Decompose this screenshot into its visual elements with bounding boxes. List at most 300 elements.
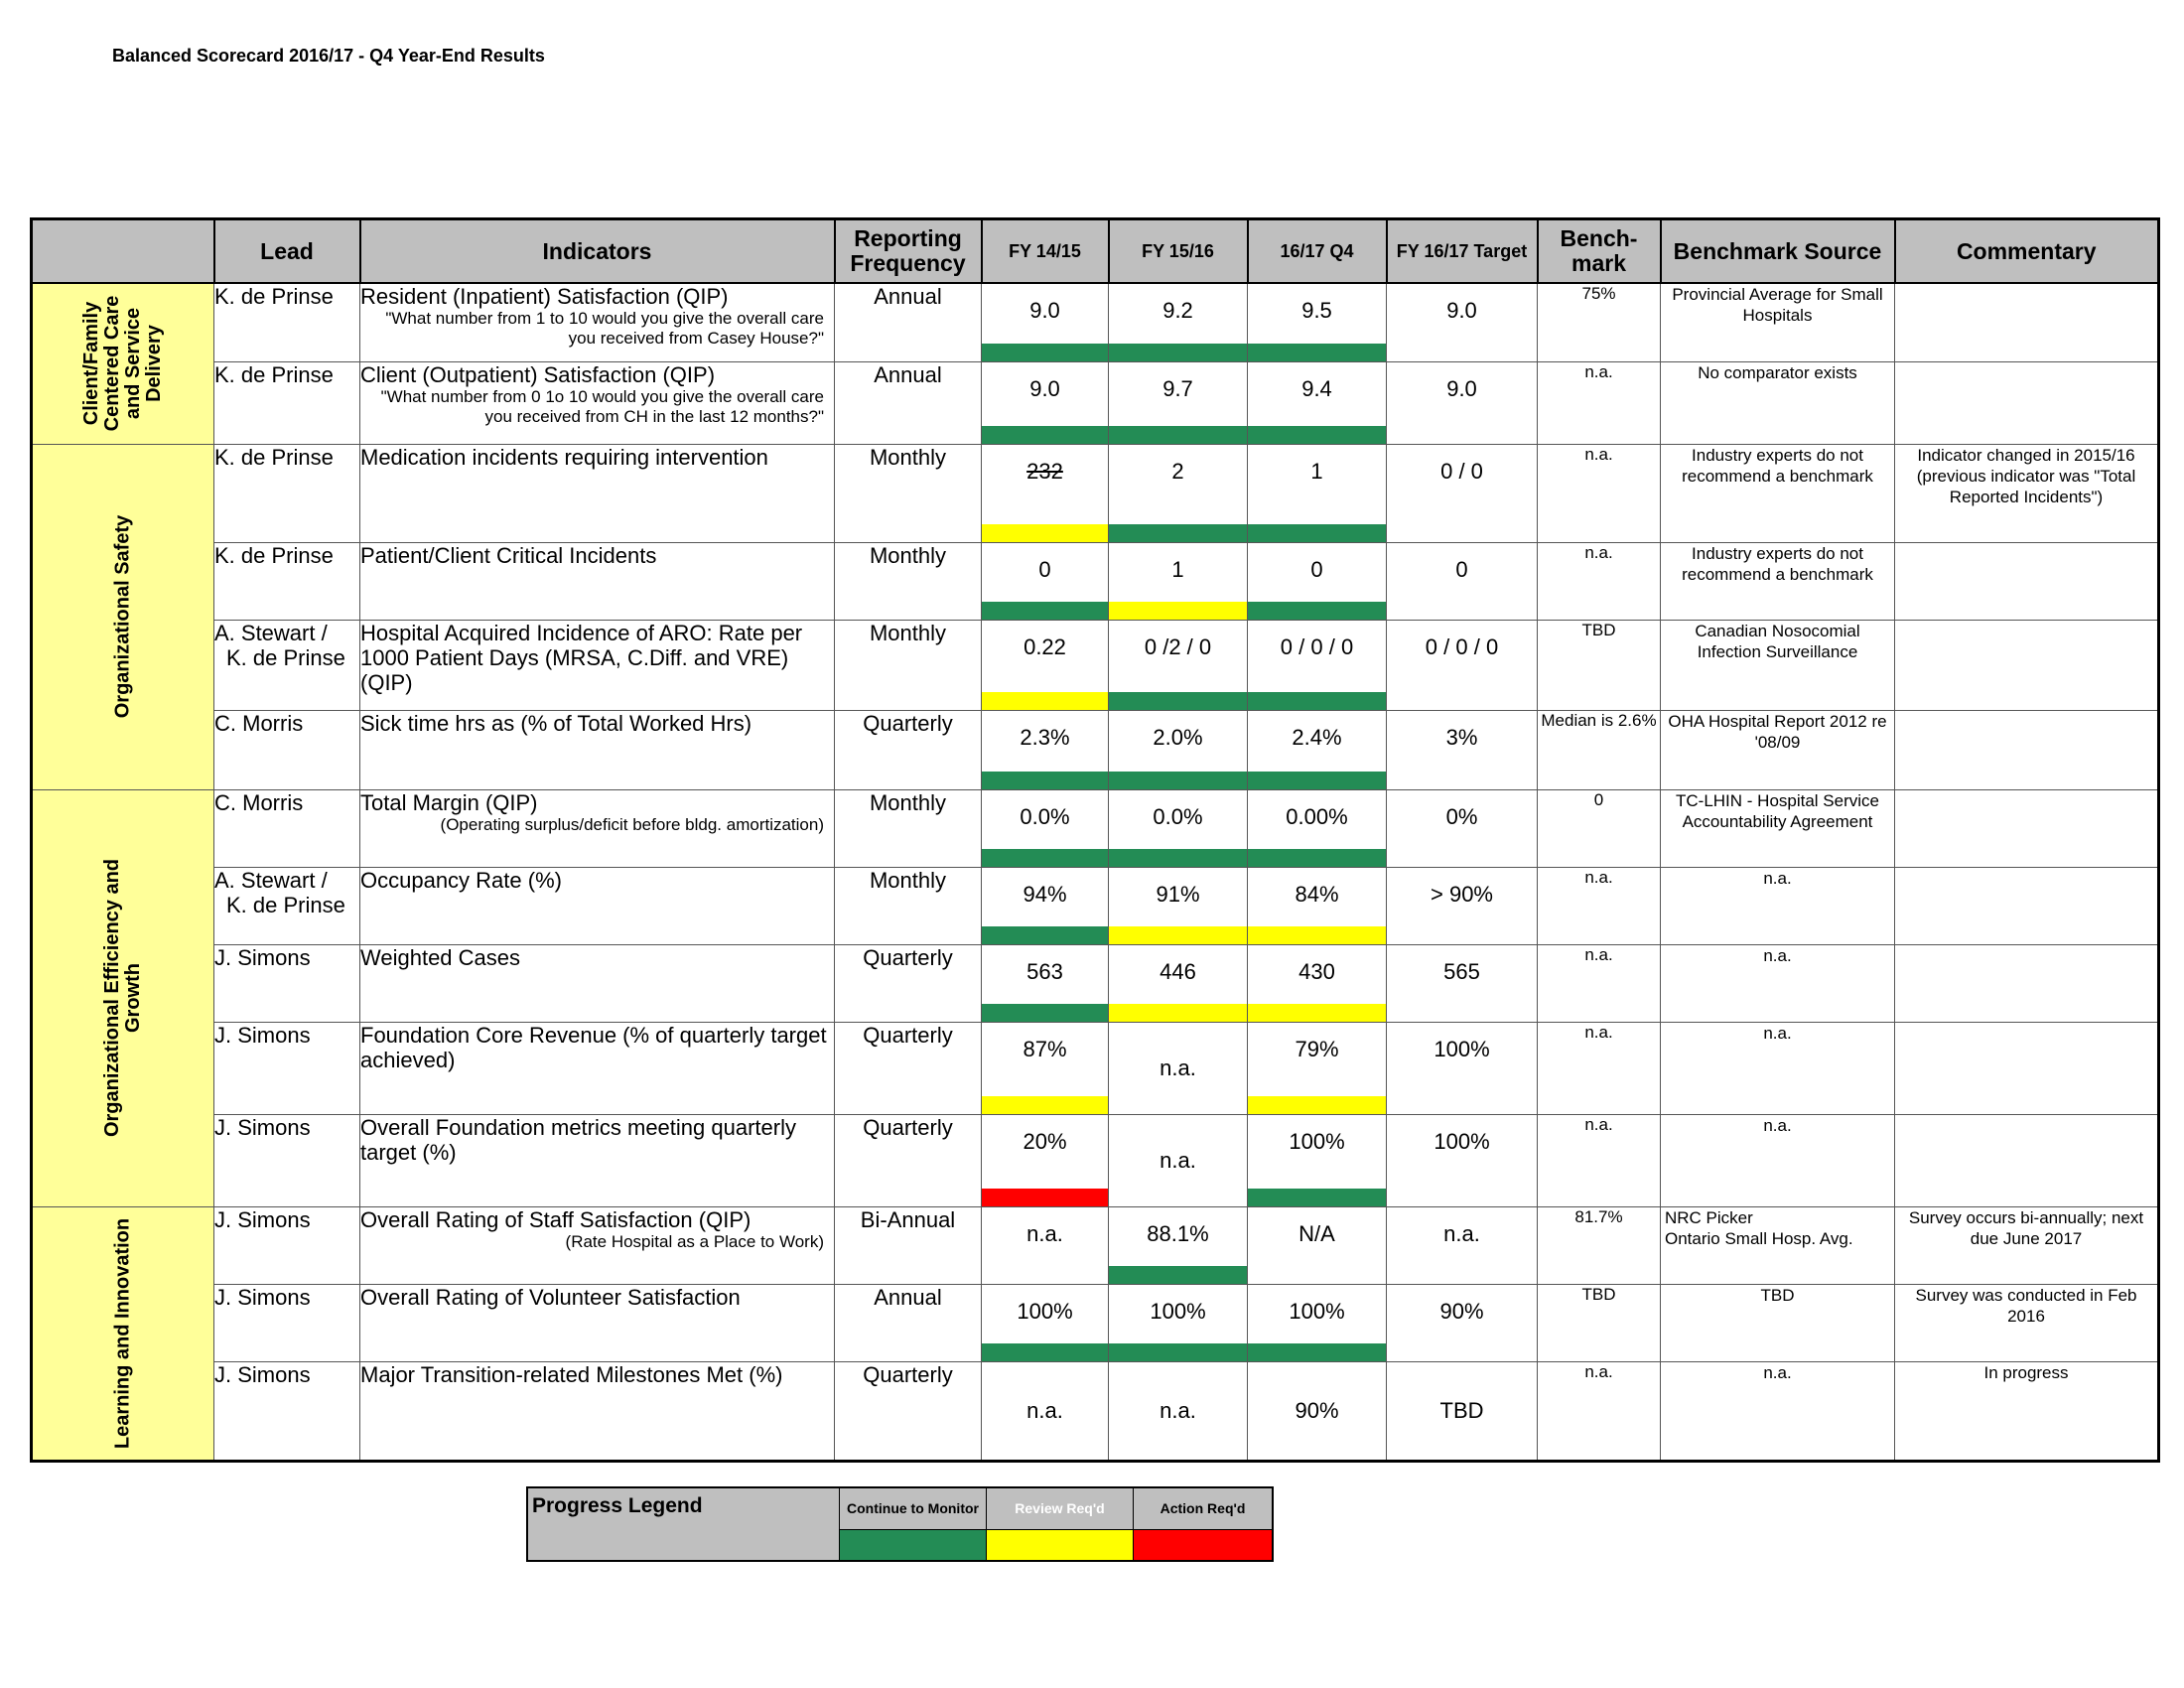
lead-name: C. Morris (214, 710, 304, 736)
benchmark-source-cell: No comparator exists (1661, 361, 1895, 444)
benchmark-cell: TBD (1538, 1284, 1661, 1361)
status-bar-green (1109, 344, 1247, 361)
status-bar-green (1248, 849, 1386, 867)
table-row (32, 867, 2159, 944)
value-fy1415: 94% (1023, 881, 1067, 907)
indicator-name: Medication incidents requiring intervention (360, 444, 768, 470)
value-fy1516: n.a. (1160, 1055, 1196, 1080)
lead-cell (214, 789, 360, 867)
lead-cell (214, 710, 360, 789)
legend-red-swatch (1134, 1529, 1274, 1561)
value-fy1516: 446 (1160, 958, 1196, 984)
indicator-name: Weighted Cases (360, 944, 521, 970)
value-cell-fy1415 (982, 1114, 1109, 1206)
lead-name: K. de Prinse (214, 284, 334, 309)
lead-name: C. Morris (214, 789, 304, 815)
header-target: FY 16/17 Target (1387, 219, 1538, 284)
commentary-cell (1895, 789, 2159, 867)
benchmark-source-cell: n.a. (1661, 867, 1895, 944)
legend-title: Progress Legend (527, 1487, 840, 1561)
status-bar-green (1109, 1266, 1247, 1284)
status-bar-yellow (982, 1096, 1108, 1114)
benchmark-source-cell: OHA Hospital Report 2012 re '08/09 (1661, 710, 1895, 789)
value-q4: 2.4% (1292, 724, 1342, 750)
value-target: 3% (1445, 724, 1478, 750)
lead-name: A. Stewart / (214, 620, 328, 645)
lead-name: K. de Prinse (214, 542, 334, 568)
value-cell-fy1415 (982, 1361, 1109, 1461)
value-fy1516: 0 /2 / 0 (1144, 633, 1212, 659)
value-cell-target (1387, 283, 1538, 361)
status-bar-green (1248, 524, 1386, 542)
status-bar-green (982, 772, 1108, 789)
value-cell-fy1415 (982, 1206, 1109, 1284)
value-fy1415: n.a. (1026, 1220, 1063, 1246)
section-label-cell (32, 1206, 214, 1461)
indicator-name: Overall Rating of Staff Satisfaction (QIP) (360, 1206, 751, 1232)
status-bar-yellow (1109, 926, 1247, 944)
status-bar-green (1248, 1343, 1386, 1361)
value-cell-q4 (1248, 867, 1387, 944)
benchmark-source-cell: n.a. (1661, 1022, 1895, 1114)
indicator-description: "What number from 1 to 10 would you give the overall care you received from Casey House?" (385, 309, 824, 348)
benchmark-cell: n.a. (1538, 542, 1661, 620)
status-bar-green (1109, 524, 1247, 542)
table-row (32, 1284, 2159, 1361)
value-target: 0 / 0 (1440, 458, 1483, 484)
status-bar-green (1248, 344, 1386, 361)
commentary-cell: Survey occurs bi-annually; next due June 2017 (1895, 1206, 2159, 1284)
table-row (32, 620, 2159, 710)
value-cell-q4 (1248, 444, 1387, 542)
value-cell-fy1516 (1109, 1114, 1248, 1206)
value-cell-target (1387, 944, 1538, 1022)
value-target: 0 (1455, 556, 1468, 582)
lead-cell (214, 1361, 360, 1461)
value-q4: 9.5 (1301, 298, 1332, 323)
lead-name: A. Stewart / (214, 867, 328, 893)
status-bar-green (982, 1343, 1108, 1361)
status-bar-green (982, 849, 1108, 867)
value-cell-target (1387, 620, 1538, 710)
value-q4: 0 (1310, 556, 1323, 582)
value-cell-fy1516 (1109, 710, 1248, 789)
indicator-name: Overall Rating of Volunteer Satisfaction (360, 1284, 741, 1310)
benchmark-source-cell: Industry experts do not recommend a benchmark (1661, 542, 1895, 620)
indicator-cell (360, 444, 835, 542)
value-cell-fy1415 (982, 361, 1109, 444)
indicator-name: Total Margin (QIP) (360, 789, 538, 815)
header-benchmark-source: Benchmark Source (1661, 219, 1895, 284)
legend-green-swatch (840, 1529, 987, 1561)
indicator-cell (360, 1206, 835, 1284)
lead-cell (214, 444, 360, 542)
value-cell-fy1516 (1109, 867, 1248, 944)
status-bar-green (1109, 1343, 1247, 1361)
value-fy1415: 0.0% (1020, 803, 1070, 829)
value-fy1415: 563 (1026, 958, 1063, 984)
frequency-cell: Annual (835, 283, 982, 361)
benchmark-cell: n.a. (1538, 444, 1661, 542)
commentary-cell (1895, 542, 2159, 620)
value-fy1516: 91% (1156, 881, 1200, 907)
benchmark-cell: 75% (1538, 283, 1661, 361)
lead-cell (214, 361, 360, 444)
value-fy1415: 9.0 (1029, 298, 1060, 323)
value-cell-fy1415 (982, 867, 1109, 944)
indicator-cell (360, 867, 835, 944)
indicator-cell (360, 620, 835, 710)
value-cell-fy1415 (982, 444, 1109, 542)
value-cell-fy1516 (1109, 1206, 1248, 1284)
section-label: Organizational Safety (111, 514, 134, 719)
header-row (32, 219, 2159, 284)
header-reporting-frequency: Reporting Frequency (835, 219, 982, 284)
frequency-cell: Quarterly (835, 1022, 982, 1114)
commentary-cell: Survey was conducted in Feb 2016 (1895, 1284, 2159, 1361)
lead-name: J. Simons (214, 1114, 311, 1140)
value-q4: 100% (1289, 1128, 1345, 1154)
indicator-cell (360, 1114, 835, 1206)
value-target: 0% (1445, 803, 1478, 829)
value-fy1516: n.a. (1160, 1397, 1196, 1423)
table-row (32, 944, 2159, 1022)
frequency-cell: Monthly (835, 542, 982, 620)
indicator-name: Patient/Client Critical Incidents (360, 542, 657, 568)
value-target: 0 / 0 / 0 (1425, 633, 1499, 659)
commentary-cell (1895, 944, 2159, 1022)
indicator-name: Foundation Core Revenue (% of quarterly target achieved) (360, 1022, 827, 1072)
value-cell-target (1387, 1206, 1538, 1284)
value-cell-fy1516 (1109, 944, 1248, 1022)
commentary-cell (1895, 620, 2159, 710)
status-bar-green (982, 426, 1108, 444)
lead-cell (214, 620, 360, 710)
indicator-cell (360, 1022, 835, 1114)
lead-cell (214, 867, 360, 944)
indicator-name: Sick time hrs as (% of Total Worked Hrs) (360, 710, 752, 736)
value-target: 565 (1443, 958, 1480, 984)
lead-name: J. Simons (214, 1206, 311, 1232)
value-q4: N/A (1298, 1220, 1335, 1246)
indicator-cell (360, 789, 835, 867)
frequency-cell: Monthly (835, 867, 982, 944)
indicator-cell (360, 1284, 835, 1361)
lead-name: K. de Prinse (214, 444, 334, 470)
benchmark-source-cell: n.a. (1661, 1361, 1895, 1461)
indicator-cell (360, 542, 835, 620)
value-target: 9.0 (1446, 375, 1477, 401)
value-cell-q4 (1248, 542, 1387, 620)
value-target: 90% (1439, 1298, 1484, 1324)
value-fy1415: 2.3% (1020, 724, 1070, 750)
frequency-cell: Monthly (835, 444, 982, 542)
value-cell-fy1415 (982, 1284, 1109, 1361)
benchmark-cell: n.a. (1538, 1114, 1661, 1206)
commentary-cell (1895, 361, 2159, 444)
status-bar-yellow (1109, 602, 1247, 620)
value-cell-q4 (1248, 1114, 1387, 1206)
value-fy1415: n.a. (1026, 1397, 1063, 1423)
value-cell-target (1387, 789, 1538, 867)
benchmark-cell: n.a. (1538, 867, 1661, 944)
status-bar-green (1109, 692, 1247, 710)
benchmark-cell: n.a. (1538, 944, 1661, 1022)
value-cell-fy1415 (982, 542, 1109, 620)
benchmark-cell: Median is 2.6% (1538, 710, 1661, 789)
section-label-cell (32, 444, 214, 789)
value-cell-fy1415 (982, 944, 1109, 1022)
value-fy1516: 9.2 (1162, 298, 1193, 323)
value-fy1415: 9.0 (1029, 375, 1060, 401)
table-row (32, 789, 2159, 867)
header-q4: 16/17 Q4 (1248, 219, 1387, 284)
value-cell-q4 (1248, 1361, 1387, 1461)
benchmark-source-cell: Canadian Nosocomial Infection Surveillance (1661, 620, 1895, 710)
benchmark-source-cell: n.a. (1661, 944, 1895, 1022)
status-bar-green (1248, 1189, 1386, 1206)
status-bar-yellow (982, 524, 1108, 542)
value-cell-target (1387, 1284, 1538, 1361)
section-label-cell (32, 283, 214, 444)
indicator-name: Client (Outpatient) Satisfaction (QIP) (360, 361, 716, 387)
indicator-description: (Operating surplus/deficit before bldg. amortization) (440, 814, 824, 834)
lead-name-2: K. de Prinse (226, 644, 345, 670)
value-cell-fy1516 (1109, 1022, 1248, 1114)
value-cell-fy1415 (982, 710, 1109, 789)
commentary-cell (1895, 283, 2159, 361)
lead-name: J. Simons (214, 944, 311, 970)
indicator-description: "What number from 0 1o 10 would you give the overall care you received from CH in the last 12 months?" (380, 386, 824, 426)
legend-action-label: Action Req'd (1134, 1487, 1274, 1529)
value-cell-q4 (1248, 1206, 1387, 1284)
benchmark-source-cell: Industry experts do not recommend a benchmark (1661, 444, 1895, 542)
lead-name: J. Simons (214, 1022, 311, 1048)
value-cell-fy1516 (1109, 1361, 1248, 1461)
value-cell-q4 (1248, 361, 1387, 444)
benchmark-source-cell: Provincial Average for Small Hospitals (1661, 283, 1895, 361)
commentary-cell: Indicator changed in 2015/16 (previous indicator was "Total Reported Incidents") (1895, 444, 2159, 542)
value-fy1415: 100% (1017, 1298, 1073, 1324)
value-cell-target (1387, 867, 1538, 944)
status-bar-yellow (1248, 1004, 1386, 1022)
value-q4: 0 / 0 / 0 (1280, 633, 1354, 659)
frequency-cell: Quarterly (835, 1361, 982, 1461)
value-q4: 90% (1295, 1397, 1339, 1423)
value-fy1516: 100% (1150, 1298, 1206, 1324)
status-bar-green (1109, 772, 1247, 789)
commentary-cell (1895, 867, 2159, 944)
value-fy1415: 87% (1023, 1036, 1067, 1061)
benchmark-cell: n.a. (1538, 1022, 1661, 1114)
frequency-cell: Annual (835, 361, 982, 444)
value-cell-target (1387, 444, 1538, 542)
value-cell-fy1415 (982, 283, 1109, 361)
indicator-name: Hospital Acquired Incidence of ARO: Rate per 1000 Patient Days (MRSA, C.Diff. and VRE) (QIP) (360, 620, 803, 695)
benchmark-source-cell: TBD (1661, 1284, 1895, 1361)
status-bar-green (1109, 849, 1247, 867)
value-cell-fy1516 (1109, 620, 1248, 710)
section-label: Organizational Efficiency and Growth (101, 858, 144, 1138)
value-q4: 79% (1295, 1036, 1339, 1061)
lead-cell (214, 1022, 360, 1114)
value-cell-q4 (1248, 944, 1387, 1022)
lead-cell (214, 1206, 360, 1284)
table-row (32, 1114, 2159, 1206)
value-fy1415: 0.22 (1024, 633, 1066, 659)
lead-name: J. Simons (214, 1361, 311, 1387)
status-bar-red (982, 1189, 1108, 1206)
value-cell-q4 (1248, 620, 1387, 710)
scorecard-table (30, 217, 2160, 1463)
status-bar-green (1248, 426, 1386, 444)
header-indicators: Indicators (360, 219, 835, 284)
value-cell-fy1415 (982, 620, 1109, 710)
benchmark-cell: TBD (1538, 620, 1661, 710)
value-cell-fy1516 (1109, 361, 1248, 444)
lead-name-2: K. de Prinse (226, 892, 345, 917)
table-row (32, 444, 2159, 542)
value-fy1415: 232 (1026, 458, 1063, 484)
table-row (32, 542, 2159, 620)
value-fy1415: 20% (1023, 1128, 1067, 1154)
value-fy1516: 2 (1171, 458, 1184, 484)
indicator-cell (360, 1361, 835, 1461)
frequency-cell: Quarterly (835, 1114, 982, 1206)
value-cell-fy1516 (1109, 789, 1248, 867)
value-fy1415: 0 (1038, 556, 1051, 582)
legend-continue-label: Continue to Monitor (840, 1487, 987, 1529)
commentary-cell (1895, 1114, 2159, 1206)
frequency-cell: Quarterly (835, 944, 982, 1022)
indicator-name: Resident (Inpatient) Satisfaction (QIP) (360, 284, 729, 309)
indicator-name: Occupancy Rate (%) (360, 867, 562, 893)
value-cell-target (1387, 710, 1538, 789)
value-cell-q4 (1248, 283, 1387, 361)
frequency-cell: Annual (835, 1284, 982, 1361)
benchmark-source-cell: TC-LHIN - Hospital Service Accountability Agreement (1661, 789, 1895, 867)
frequency-cell: Bi-Annual (835, 1206, 982, 1284)
value-cell-target (1387, 542, 1538, 620)
value-fy1516: 9.7 (1162, 375, 1193, 401)
status-bar-green (982, 1004, 1108, 1022)
value-cell-target (1387, 1361, 1538, 1461)
benchmark-cell: 0 (1538, 789, 1661, 867)
value-cell-fy1415 (982, 1022, 1109, 1114)
status-bar-yellow (1248, 926, 1386, 944)
status-bar-green (1109, 426, 1247, 444)
commentary-cell (1895, 710, 2159, 789)
frequency-cell: Monthly (835, 789, 982, 867)
status-bar-yellow (982, 692, 1108, 710)
value-fy1516: 88.1% (1147, 1220, 1209, 1246)
status-bar-green (1248, 602, 1386, 620)
indicator-description: (Rate Hospital as a Place to Work) (565, 1231, 824, 1251)
status-bar-green (1248, 692, 1386, 710)
table-row (32, 710, 2159, 789)
value-q4: 0.00% (1286, 803, 1348, 829)
status-bar-green (982, 926, 1108, 944)
benchmark-source-cell: NRC Picker Ontario Small Hosp. Avg. (1661, 1206, 1895, 1284)
value-q4: 100% (1289, 1298, 1345, 1324)
page-title: Balanced Scorecard 2016/17 - Q4 Year-End Results (112, 46, 545, 66)
value-target: > 90% (1431, 881, 1493, 907)
value-q4: 430 (1298, 958, 1335, 984)
status-bar-yellow (1248, 1096, 1386, 1114)
legend-review-label: Review Req'd (987, 1487, 1134, 1529)
lead-cell (214, 283, 360, 361)
value-cell-fy1415 (982, 789, 1109, 867)
frequency-cell: Quarterly (835, 710, 982, 789)
value-cell-fy1516 (1109, 1284, 1248, 1361)
value-cell-fy1516 (1109, 542, 1248, 620)
value-fy1516: 1 (1171, 556, 1184, 582)
header-benchmark: Bench-mark (1538, 219, 1661, 284)
value-q4: 1 (1310, 458, 1323, 484)
status-bar-green (982, 602, 1108, 620)
value-target: n.a. (1443, 1220, 1480, 1246)
value-fy1516: 2.0% (1153, 724, 1203, 750)
value-cell-target (1387, 1022, 1538, 1114)
value-q4: 9.4 (1301, 375, 1332, 401)
commentary-cell: In progress (1895, 1361, 2159, 1461)
indicator-cell (360, 283, 835, 361)
lead-cell (214, 944, 360, 1022)
lead-name: J. Simons (214, 1284, 311, 1310)
section-label-cell (32, 789, 214, 1206)
value-fy1516: 0.0% (1153, 803, 1203, 829)
legend-yellow-swatch (987, 1529, 1134, 1561)
benchmark-cell: n.a. (1538, 361, 1661, 444)
value-cell-q4 (1248, 1022, 1387, 1114)
table-row (32, 1361, 2159, 1461)
indicator-name: Major Transition-related Milestones Met (%) (360, 1361, 783, 1387)
value-target: 9.0 (1446, 298, 1477, 323)
table-row (32, 1206, 2159, 1284)
value-cell-fy1516 (1109, 283, 1248, 361)
value-cell-q4 (1248, 789, 1387, 867)
table-row (32, 361, 2159, 444)
indicator-cell (360, 944, 835, 1022)
benchmark-cell: n.a. (1538, 1361, 1661, 1461)
value-q4: 84% (1295, 881, 1339, 907)
indicator-cell (360, 361, 835, 444)
value-fy1516: n.a. (1160, 1147, 1196, 1173)
progress-legend (526, 1486, 1274, 1562)
value-cell-target (1387, 361, 1538, 444)
lead-cell (214, 542, 360, 620)
value-cell-target (1387, 1114, 1538, 1206)
table-row (32, 283, 2159, 361)
benchmark-cell: 81.7% (1538, 1206, 1661, 1284)
lead-cell (214, 1284, 360, 1361)
header-fy1516: FY 15/16 (1109, 219, 1248, 284)
indicator-cell (360, 710, 835, 789)
lead-name: K. de Prinse (214, 361, 334, 387)
commentary-cell (1895, 1022, 2159, 1114)
indicator-name: Overall Foundation metrics meeting quarterly target (%) (360, 1114, 796, 1165)
table-row (32, 1022, 2159, 1114)
value-cell-fy1516 (1109, 444, 1248, 542)
status-bar-green (982, 344, 1108, 361)
benchmark-source-cell: n.a. (1661, 1114, 1895, 1206)
status-bar-green (1248, 772, 1386, 789)
frequency-cell: Monthly (835, 620, 982, 710)
header-lead: Lead (214, 219, 360, 284)
value-cell-q4 (1248, 710, 1387, 789)
value-target: 100% (1433, 1128, 1490, 1154)
section-label: Learning and Innovation (111, 1217, 134, 1449)
